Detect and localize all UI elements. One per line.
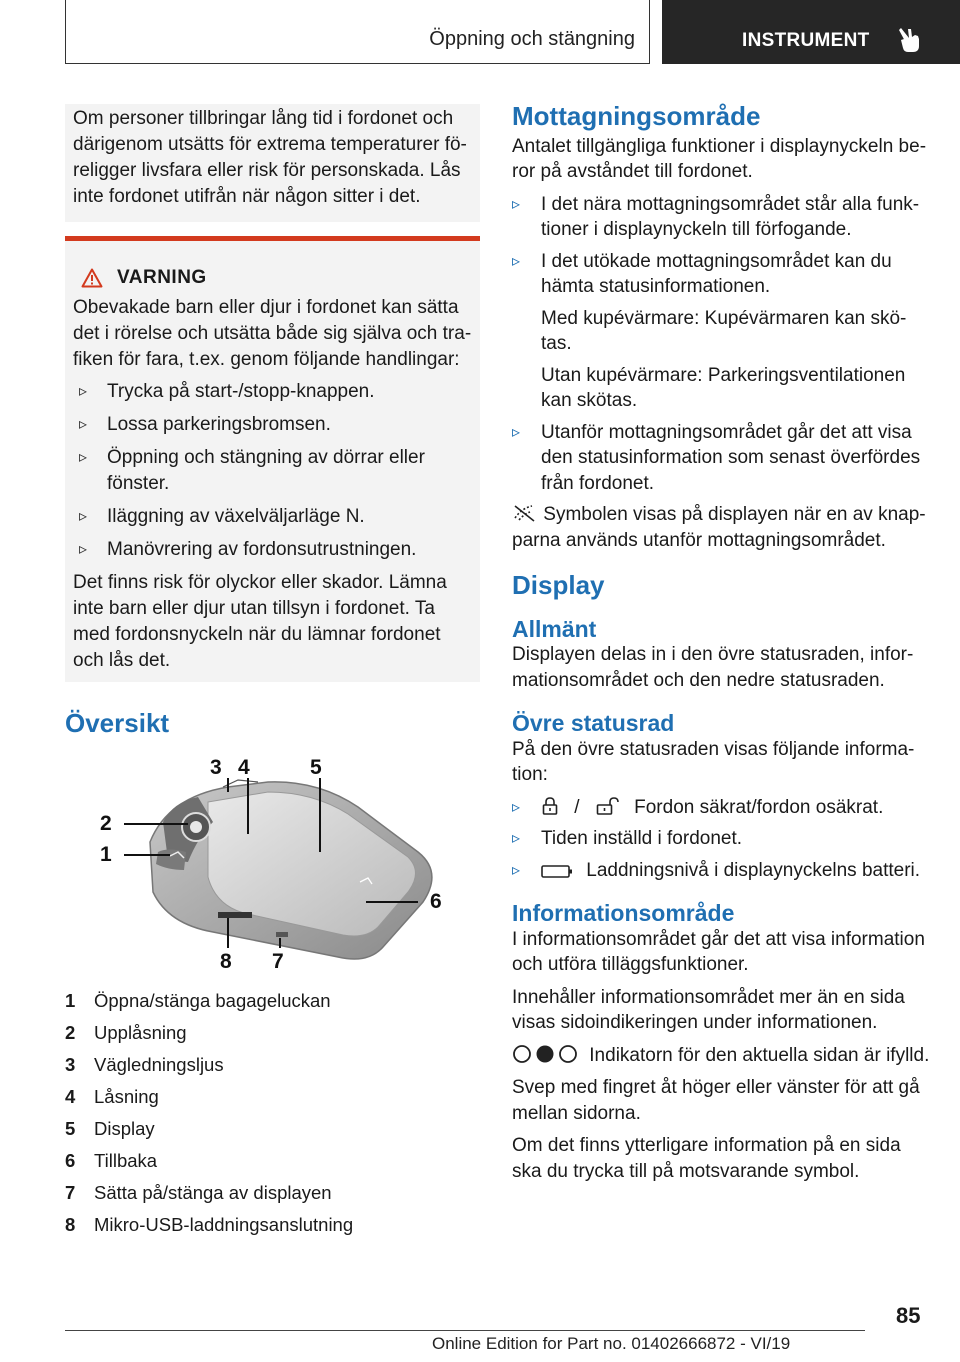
footer-edition: Online Edition for Part no. 01402666872 - VI/19	[432, 1334, 791, 1353]
signal-strike-icon	[512, 503, 538, 523]
no-heater-note: Utan kupévärmare: Parkeringsventilationen kan skötas.	[541, 364, 906, 411]
range-list	[512, 192, 930, 497]
range-title: Mottagningsområde	[512, 101, 761, 131]
list-item: ▹ Trycka på start-/stopp-knappen.	[73, 379, 472, 405]
info-text-2: Innehåller informationsområdet mer än en sida visas sidoindikeringen under informationen.	[512, 986, 905, 1033]
callout-2: 2	[100, 812, 112, 835]
upper-status-list	[512, 795, 930, 884]
callout-1: 1	[100, 843, 112, 866]
display-title: Display	[512, 570, 605, 600]
legend-item: 6 Tillbaka	[65, 1150, 158, 1171]
header-section-box	[662, 0, 960, 64]
display-key-illustration	[98, 752, 448, 974]
list-item: ▹ I det utökade mottagningsområdet kan du hämta statusinformationen. Med kupévärmare: Kupévärmaren kan skö‐ tas. Utan kupévärmare: Parkeringsventilationen kan skötas.	[512, 249, 930, 414]
upper-status-title: Övre statusrad	[512, 710, 675, 736]
page-number: 85	[896, 1303, 921, 1328]
warning-list	[73, 379, 472, 563]
callout-6: 6	[430, 890, 442, 913]
list-item: ▹ Lossa parkeringsbromsen.	[73, 412, 472, 438]
info-area-title: Informationsområde	[512, 900, 735, 926]
general-text: Displayen delas in i den övre statusraden, infor‐ mationsområdet och den nedre statusraden.	[512, 644, 914, 691]
list-item: ▹ / Fordon säkrat/fordon osäkrat.	[512, 795, 930, 821]
info-text-4: Om det finns ytterligare information på en sida ska du trycka till på motsvarande symbol.	[512, 1135, 901, 1182]
info-text-3: Svep med fingret åt höger eller vänster för att gå mellan sidorna.	[512, 1077, 920, 1124]
warning-title: VARNING	[117, 267, 207, 288]
callout-4: 4	[238, 756, 250, 779]
overview-legend	[65, 985, 480, 1241]
indicator-note: Indikatorn för den aktuella sidan är ifylld.	[512, 1043, 930, 1069]
warning-header	[73, 263, 472, 293]
callout-8: 8	[220, 950, 232, 973]
range-intro: Antalet tillgängliga funktioner i displaynyckeln be‐ ror på avståndet till fordonet.	[512, 135, 927, 182]
heater-note: Med kupévärmare: Kupévärmaren kan skö‐ tas.	[541, 307, 907, 354]
list-item: ▹ Iläggning av växelväljarläge N.	[73, 504, 472, 530]
warning-box	[65, 236, 480, 682]
warning-outro: Det finns risk för olyckor eller skador. Lämna inte barn eller djur utan tillsyn i fordonet. Ta med fordonsnyckeln när du lämnar fordonet och lås det.	[73, 572, 447, 671]
list-item: ▹ Manövrering av fordonsutrustningen.	[73, 537, 472, 563]
page-indicator-icon	[512, 1044, 578, 1064]
callout-5: 5	[310, 756, 322, 779]
header-chapter-box	[65, 0, 650, 64]
legend-item: 1 Öppna/stänga bagageluckan	[65, 990, 331, 1011]
warning-triangle-icon	[81, 268, 103, 288]
legend-item: 4 Låsning	[65, 1086, 159, 1107]
callout-7: 7	[272, 950, 284, 973]
legend-item: 2 Upplåsning	[65, 1022, 187, 1043]
battery-icon	[541, 863, 573, 879]
list-item: ▹ Utanför mottagningsområdet går det att visa den statusinformation som senast överfördes från fordonet.	[512, 420, 930, 497]
list-item: ▹ I det nära mottagningsområdet står alla funk‐ tioner i displaynyckeln till förfogande.	[512, 192, 930, 243]
right-column	[512, 101, 930, 1191]
list-item: ▹ Tiden inställd i fordonet.	[512, 826, 930, 852]
legend-item: 5 Display	[65, 1118, 155, 1139]
warning-continuation	[65, 104, 480, 222]
lock-open-icon	[595, 796, 619, 816]
info-text-1: I informationsområdet går det att visa information och utföra tilläggsfunktioner.	[512, 928, 925, 975]
list-item: ▹ Öppning och stängning av dörrar eller fönster.	[73, 445, 472, 497]
legend-item: 7 Sätta på/stänga av displayen	[65, 1182, 332, 1203]
warning-intro: Obevakade barn eller djur i fordonet kan sätta det i rörelse och utsätta både sig själva och tra‐ fiken för fara, t.ex. genom följande handlingar:	[73, 297, 472, 370]
overview-title: Översikt	[65, 708, 170, 738]
callout-3: 3	[210, 756, 222, 779]
warning-continuation-text: Om personer tillbringar lång tid i fordonet och därigenom utsätts för extrema temperaturer fö‐ religger livsfara eller risk för personskada. Lås inte fordonet utifrån när någon sitter i det.	[73, 108, 467, 207]
legend-item: 8 Mikro-USB-laddningsanslutning	[65, 1214, 354, 1235]
upper-status-intro: På den övre statusraden visas följande informa‐ tion:	[512, 738, 915, 785]
header-chapter-title: Öppning och stängning	[429, 28, 635, 50]
pointing-hand-icon	[897, 26, 923, 54]
header-section-title: INSTRUMENT	[742, 30, 870, 51]
list-item: ▹ Laddningsnivå i displaynyckelns batteri.	[512, 858, 930, 884]
general-title: Allmänt	[512, 615, 597, 642]
lock-closed-icon	[541, 796, 559, 816]
legend-item: 3 Vägledningsljus	[65, 1054, 224, 1075]
footer-divider	[65, 1330, 865, 1331]
symbol-note: Symbolen visas på displayen när en av knap‐ parna används utanför mottagningsområdet.	[512, 504, 926, 551]
